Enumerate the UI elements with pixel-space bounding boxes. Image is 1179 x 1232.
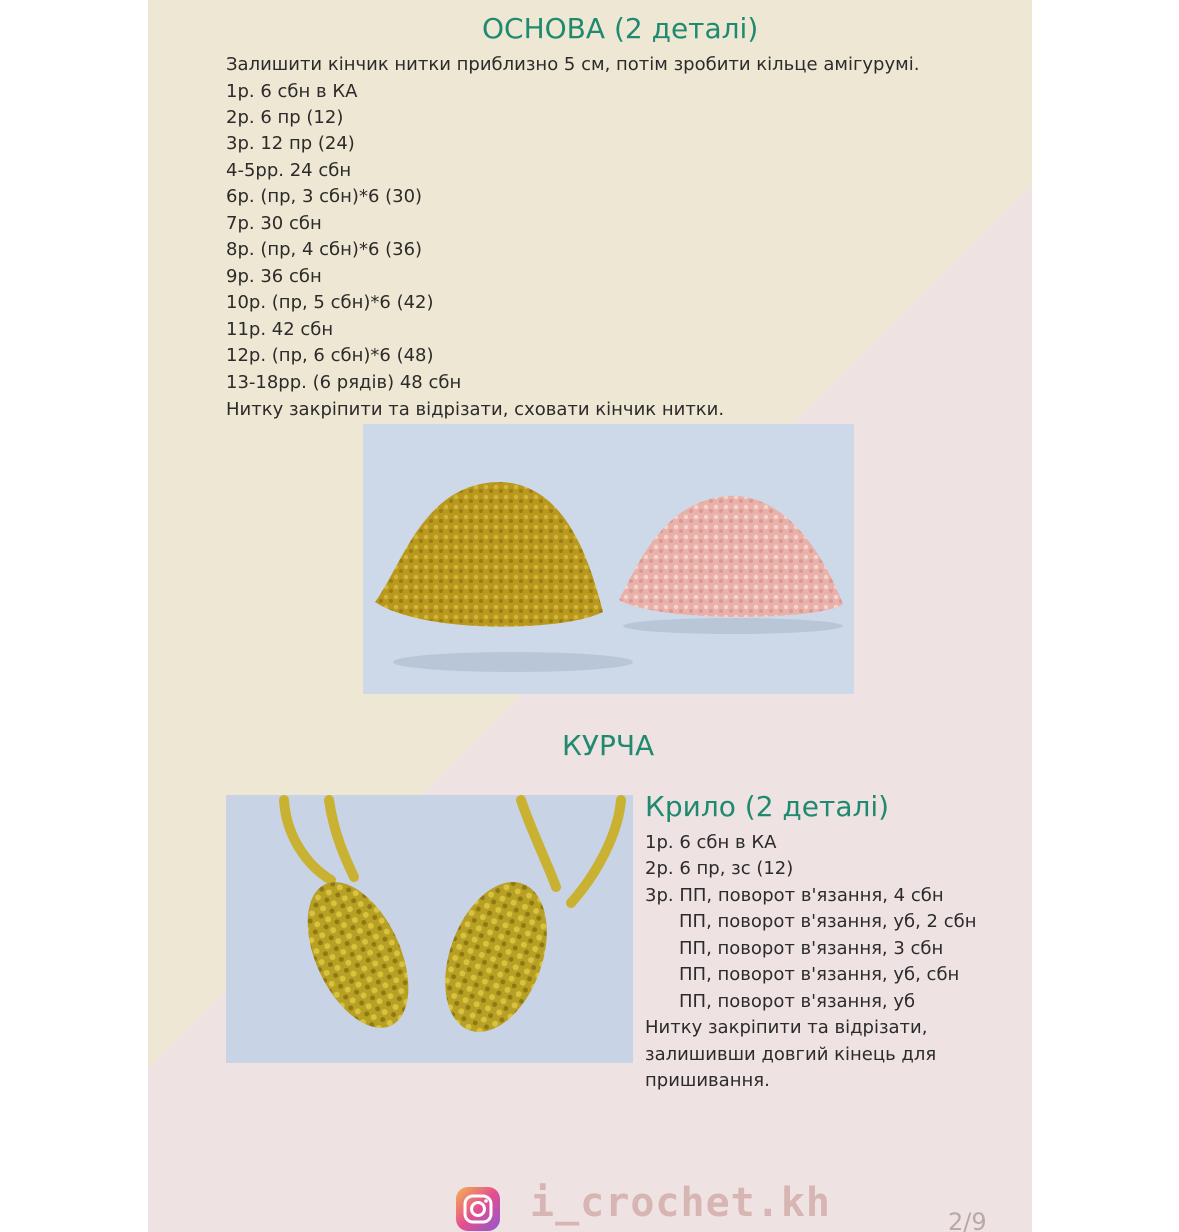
osnova-line: 13-18рр. (6 рядів) 48 сбн <box>226 372 462 393</box>
osnova-line: 4-5рр. 24 сбн <box>226 160 352 181</box>
osnova-line: 2р. 6 пр (12) <box>226 107 344 128</box>
krylo-line: 1р. 6 сбн в КА <box>645 832 777 853</box>
hats-illustration <box>363 424 854 694</box>
osnova-line: 6р. (пр, 3 сбн)*6 (30) <box>226 186 423 207</box>
hats-photo <box>363 424 854 694</box>
osnova-line: Нитку закріпити та відрізати, сховати кінчик нитки. <box>226 399 725 420</box>
krylo-title: Крило (2 деталі) <box>645 790 890 823</box>
wings-illustration <box>226 795 633 1063</box>
osnova-line: 9р. 36 сбн <box>226 266 322 287</box>
osnova-line: 8р. (пр, 4 сбн)*6 (36) <box>226 239 423 260</box>
instagram-icon <box>456 1187 500 1231</box>
krylo-line: 3р. ПП, поворот в'язання, 4 сбн <box>645 885 944 906</box>
osnova-line: 12р. (пр, 6 сбн)*6 (48) <box>226 345 434 366</box>
wings-photo <box>226 795 633 1063</box>
osnova-line: 7р. 30 сбн <box>226 213 322 234</box>
page-number: 2/9 <box>948 1208 987 1232</box>
krylo-line: 2р. 6 пр, зс (12) <box>645 858 794 879</box>
krylo-line: Нитку закріпити та відрізати, <box>645 1017 928 1038</box>
osnova-line: 10р. (пр, 5 сбн)*6 (42) <box>226 292 434 313</box>
osnova-line: 1р. 6 сбн в КА <box>226 81 358 102</box>
kurcha-title: КУРЧА <box>562 729 655 762</box>
osnova-title: ОСНОВА (2 деталі) <box>482 12 759 45</box>
krylo-line: ПП, поворот в'язання, 3 сбн <box>679 938 944 959</box>
osnova-line: Залишити кінчик нитки приблизно 5 см, потім зробити кільце амігурумі. <box>226 54 920 75</box>
krylo-line: ПП, поворот в'язання, уб, сбн <box>679 964 960 985</box>
krylo-line: пришивання. <box>645 1070 770 1091</box>
osnova-line: 11р. 42 сбн <box>226 319 334 340</box>
osnova-line: 3р. 12 пр (24) <box>226 133 355 154</box>
krylo-line: ПП, поворот в'язання, уб <box>679 991 916 1012</box>
hat-shadow <box>393 652 633 672</box>
instagram-handle: i_crochet.kh <box>530 1180 831 1226</box>
pattern-page <box>148 0 1032 1232</box>
krylo-line: залишивши довгий кінець для <box>645 1044 937 1065</box>
krylo-line: ПП, поворот в'язання, уб, 2 сбн <box>679 911 977 932</box>
hat-shadow <box>623 618 843 634</box>
instagram-glyph <box>456 1187 500 1231</box>
